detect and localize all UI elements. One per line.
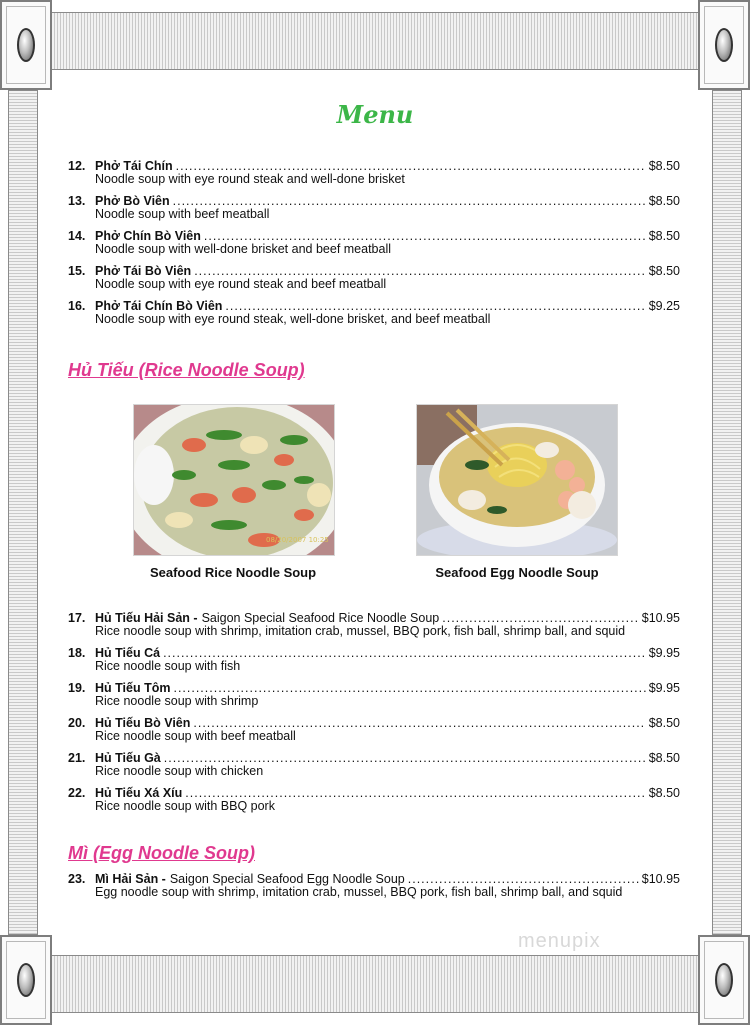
frame-left xyxy=(8,90,38,935)
item-price: $9.95 xyxy=(648,681,680,695)
item-price: $8.50 xyxy=(648,716,680,730)
seafood-rice-noodle-image xyxy=(134,405,334,555)
item-description: Noodle soup with well-done brisket and beef meatball xyxy=(95,242,392,256)
item-number: 16. xyxy=(68,299,86,313)
menu-item-18 xyxy=(68,647,680,673)
item-number: 15. xyxy=(68,264,86,278)
item-name: Hủ Tiếu Gà xyxy=(95,751,161,765)
item-name: Hủ Tiếu Tôm xyxy=(95,681,171,695)
item-price: $9.95 xyxy=(648,646,680,660)
item-description: Rice noodle soup with BBQ pork xyxy=(95,799,275,813)
seafood-egg-noodle-image xyxy=(417,405,617,555)
photo-seafood-rice-noodle-soup xyxy=(133,404,335,556)
item-description: Rice noodle soup with chicken xyxy=(95,764,264,778)
item-description: Noodle soup with eye round steak and well-done brisket xyxy=(95,172,405,186)
item-number: 12. xyxy=(68,159,86,173)
photo-date-stamp: 08/20/2007 10:25 xyxy=(266,536,329,544)
item-number: 22. xyxy=(68,786,86,800)
item-name: Phở Tái Bò Viên xyxy=(95,264,192,278)
rivet-icon xyxy=(715,28,733,62)
rivet-icon xyxy=(715,963,733,997)
item-name: Hủ Tiếu Hải Sản - xyxy=(95,611,198,625)
photo-caption-egg-noodle: Seafood Egg Noodle Soup xyxy=(435,565,599,580)
frame-bottom xyxy=(50,955,700,1013)
item-description: Rice noodle soup with beef meatball xyxy=(95,729,296,743)
item-number: 20. xyxy=(68,716,86,730)
photo-seafood-egg-noodle-soup xyxy=(416,404,618,556)
menu-item-22 xyxy=(68,787,680,813)
item-name: Phở Tái Chín Bò Viên xyxy=(95,299,223,313)
item-number: 23. xyxy=(68,872,86,886)
menu-item-12 xyxy=(68,160,680,186)
menu-item-15 xyxy=(68,265,680,291)
menu-item-20 xyxy=(68,717,680,743)
rivet-icon xyxy=(17,28,35,62)
item-name: Phở Chín Bò Viên xyxy=(95,229,201,243)
item-price: $8.50 xyxy=(648,194,680,208)
item-price: $9.25 xyxy=(648,299,680,313)
item-number: 17. xyxy=(68,611,86,625)
item-price: $8.50 xyxy=(648,264,680,278)
item-number: 19. xyxy=(68,681,86,695)
item-number: 18. xyxy=(68,646,86,660)
section-heading-hu-tieu: Hủ Tiếu (Rice Noodle Soup) xyxy=(68,360,305,380)
item-price: $8.50 xyxy=(648,159,680,173)
frame-top xyxy=(50,12,700,70)
menu-item-19 xyxy=(68,682,680,708)
menu-item-17 xyxy=(68,612,680,638)
item-price: $10.95 xyxy=(641,611,680,625)
item-price: $8.50 xyxy=(648,786,680,800)
photo-caption-rice-noodle: Seafood Rice Noodle Soup xyxy=(149,565,317,580)
menu-item-16 xyxy=(68,300,680,326)
rivet-icon xyxy=(17,963,35,997)
item-name: Hủ Tiếu Cá xyxy=(95,646,161,660)
menu-item-21 xyxy=(68,752,680,778)
item-description: Rice noodle soup with shrimp, imitation crab, mussel, BBQ pork, fish ball, shrimp ball, and squid xyxy=(95,624,626,638)
item-name: Phở Tái Chín xyxy=(95,159,173,173)
item-description: Egg noodle soup with shrimp, imitation crab, mussel, BBQ pork, fish ball, shrimp ball, and squid xyxy=(95,885,623,899)
section-heading-mi: Mì (Egg Noodle Soup) xyxy=(68,843,255,863)
item-name: Hủ Tiếu Xá Xíu xyxy=(95,786,183,800)
page-title: Menu xyxy=(336,100,414,129)
watermark-menupix: menupix xyxy=(518,930,601,952)
item-description: Noodle soup with eye round steak and beef meatball xyxy=(95,277,387,291)
item-price: $8.50 xyxy=(648,229,680,243)
menu-item-13 xyxy=(68,195,680,221)
item-subtitle: Saigon Special Seafood Rice Noodle Soup xyxy=(201,611,440,625)
menu-page xyxy=(40,70,710,950)
item-name: Mì Hải Sản - xyxy=(95,872,166,886)
menu-item-14 xyxy=(68,230,680,256)
item-name: Phở Bò Viên xyxy=(95,194,170,208)
item-name: Hủ Tiếu Bò Viên xyxy=(95,716,191,730)
item-number: 21. xyxy=(68,751,86,765)
item-description: Noodle soup with beef meatball xyxy=(95,207,270,221)
item-description: Rice noodle soup with shrimp xyxy=(95,694,259,708)
item-price: $8.50 xyxy=(648,751,680,765)
item-number: 14. xyxy=(68,229,86,243)
item-description: Noodle soup with eye round steak, well-done brisket, and beef meatball xyxy=(95,312,491,326)
menu-item-23 xyxy=(68,873,680,899)
item-number: 13. xyxy=(68,194,86,208)
item-subtitle: Saigon Special Seafood Egg Noodle Soup xyxy=(169,872,405,886)
item-description: Rice noodle soup with fish xyxy=(95,659,241,673)
item-price: $10.95 xyxy=(641,872,680,886)
frame-right xyxy=(712,90,742,935)
